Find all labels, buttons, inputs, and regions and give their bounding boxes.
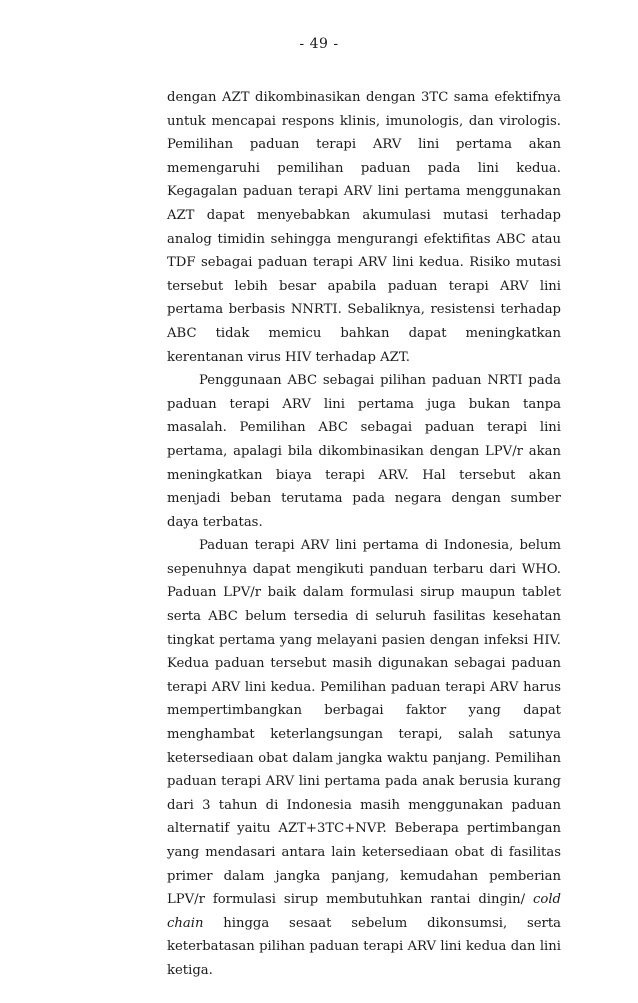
paragraph-3 [167, 534, 561, 982]
paragraph-1: dengan AZT dikombinasikan dengan 3TC sama efektifnya untuk mencapai respons klinis, imunologis, dan virologis. Pemilihan paduan terapi ARV lini pertama akan memengaruhi pemilihan paduan pada lini kedua. Kegagalan paduan terapi ARV lini pertama menggunakan AZT dapat menyebabkan akumulasi mutasi terhadap analog timidin sehingga mengurangi efektifitas ABC atau TDF sebagai paduan terapi ARV lini kedua. Risiko mutasi tersebut lebih besar apabila paduan terapi ARV lini pertama berbasis NNRTI. Sebaliknya, resistensi terhadap ABC tidak memicu bahkan dapat meningkatkan kerentanan virus HIV terhadap AZT. [167, 90, 561, 365]
paragraph-3-text-end: hingga sesaat sebelum dikonsumsi, serta keterbatasan pilihan paduan terapi ARV lini kedua dan lini ketiga. [167, 915, 561, 978]
paragraph-2: Penggunaan ABC sebagai pilihan paduan NRTI pada paduan terapi ARV lini pertama juga bukan tanpa masalah. Pemilihan ABC sebagai paduan terapi lini pertama, apalagi bila dikombinasikan dengan LPV/r akan meningkatkan biaya terapi ARV. Hal tersebut akan menjadi beban terutama pada negara dengan sumber daya terbatas. [167, 373, 561, 530]
page-number: - 49 - [299, 36, 339, 52]
italic-term: cold chain [167, 892, 561, 931]
body-text [167, 86, 561, 983]
paragraph-3-text-start: Paduan terapi ARV lini pertama di Indonesia, belum sepenuhnya dapat mengikuti panduan terbaru dari WHO. Paduan LPV/r baik dalam formulasi sirup maupun tablet serta ABC belum tersedia di seluruh fasilitas kesehatan tingkat pertama yang melayani pasien dengan infeksi HIV. Kedua paduan tersebut masih digunakan sebagai paduan terapi ARV lini kedua. Pemilihan paduan terapi ARV harus mempertimbangkan berbagai faktor yang dapat menghambat keterlangsungan terapi, salah satunya ketersediaan obat dalam jangka waktu panjang. Pemilihan paduan terapi ARV lini pertama pada anak berusia kurang dari 3 tahun di Indonesia masih menggunakan paduan alternatif yaitu AZT+3TC+NVP. Beberapa pertimbangan yang mendasari antara lain ketersediaan obat di fasilitas primer dalam jangka panjang, kemudahan pemberian LPV/r formulasi sirup membutuhkan rantai dingin/ [167, 538, 561, 908]
